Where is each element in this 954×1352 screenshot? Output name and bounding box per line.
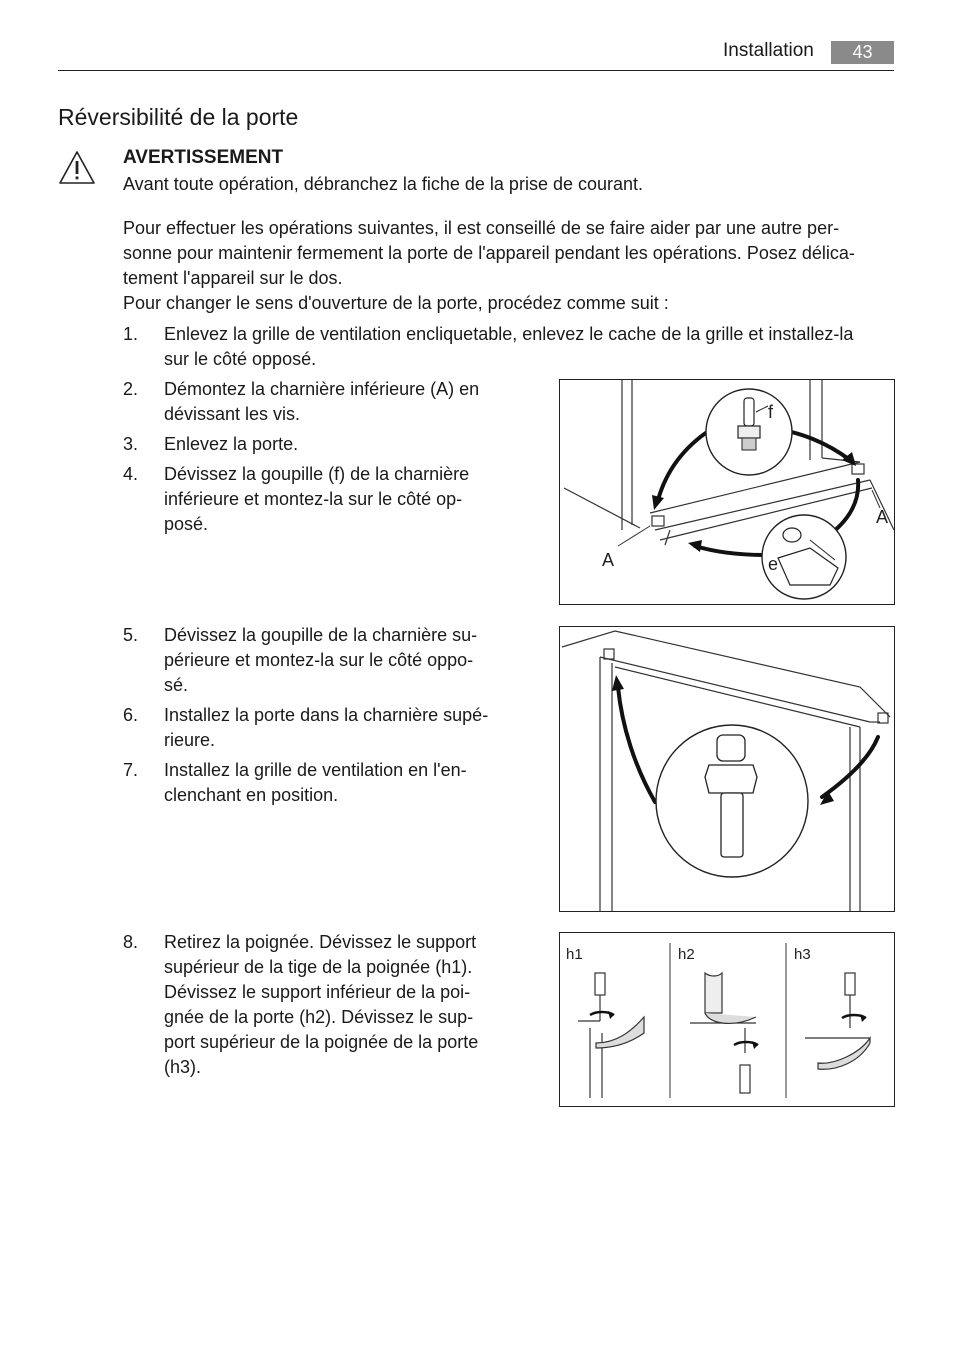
step-1 <box>123 322 898 372</box>
label-e: e <box>768 554 779 574</box>
step-line: Enlevez la grille de ventilation encliquetable, enlevez le cache de la grille et installez-la <box>164 324 854 344</box>
step-4 <box>123 462 523 537</box>
figure-upper-hinge <box>559 626 895 912</box>
figure-lower-hinge <box>559 379 895 605</box>
step-number: 7. <box>123 760 139 780</box>
step-line: Démontez la charnière inférieure (A) en <box>164 379 480 399</box>
step-5 <box>123 623 523 698</box>
warning-triangle-icon <box>58 150 96 186</box>
step-line: inférieure et montez-la sur le côté op- <box>164 489 463 509</box>
page-title: Réversibilité de la porte <box>58 104 299 130</box>
intro-paragraph <box>123 216 898 316</box>
label-h1: h1 <box>566 946 583 963</box>
step-line: posé. <box>164 514 209 534</box>
label-h2: h2 <box>678 946 695 963</box>
step-number: 1. <box>123 324 139 344</box>
step-line: dévissant les vis. <box>164 404 301 424</box>
step-2 <box>123 377 523 427</box>
intro-line: Pour effectuer les opérations suivantes, il est conseillé de se faire aider par une autre per- <box>123 218 840 238</box>
step-line: clenchant en position. <box>164 785 339 805</box>
warning-title: AVERTISSEMENT <box>123 147 284 168</box>
step-line: (h3). <box>164 1057 202 1077</box>
page-number: 43 <box>831 41 894 64</box>
step-number: 6. <box>123 705 139 725</box>
step-line: port supérieur de la poignée de la porte <box>164 1032 479 1052</box>
step-line: sé. <box>164 675 189 695</box>
step-7 <box>123 758 523 808</box>
step-line: Installez la porte dans la charnière supé- <box>164 705 489 725</box>
step-line: rieure. <box>164 730 216 750</box>
step-line: Dévissez le support inférieur de la poi- <box>164 982 471 1002</box>
step-8 <box>123 930 523 1080</box>
step-line: sur le côté opposé. <box>164 349 317 369</box>
intro-line: tement l'appareil sur le dos. <box>123 268 343 288</box>
step-line: supérieur de la tige de la poignée (h1). <box>164 957 473 977</box>
step-number: 2. <box>123 379 139 399</box>
header-divider <box>58 70 894 71</box>
step-number: 4. <box>123 464 139 484</box>
intro-lead: Pour changer le sens d'ouverture de la porte, procédez comme suit : <box>123 293 669 313</box>
step-3 <box>123 432 523 457</box>
section-label: Installation <box>723 40 814 61</box>
step-number: 8. <box>123 932 139 952</box>
label-a-left: A <box>602 550 615 570</box>
intro-line: sonne pour maintenir fermement la porte de l'appareil pendant les opérations. Posez délica- <box>123 243 855 263</box>
step-line: Retirez la poignée. Dévissez le support <box>164 932 477 952</box>
step-line: Dévissez la goupille (f) de la charnière <box>164 464 470 484</box>
step-number: 5. <box>123 625 139 645</box>
step-line: gnée de la porte (h2). Dévissez le sup- <box>164 1007 474 1027</box>
label-f: f <box>768 402 774 422</box>
warning-text: Avant toute opération, débranchez la fiche de la prise de courant. <box>123 174 644 194</box>
label-h3: h3 <box>794 946 811 963</box>
step-6 <box>123 703 523 753</box>
step-line: périeure et montez-la sur le côté oppo- <box>164 650 474 670</box>
step-line: Installez la grille de ventilation en l'en- <box>164 760 467 780</box>
label-a-right: A <box>876 507 889 527</box>
figure-handle <box>559 932 895 1107</box>
step-number: 3. <box>123 434 139 454</box>
step-line: Enlevez la porte. <box>164 434 299 454</box>
step-line: Dévissez la goupille de la charnière su- <box>164 625 478 645</box>
